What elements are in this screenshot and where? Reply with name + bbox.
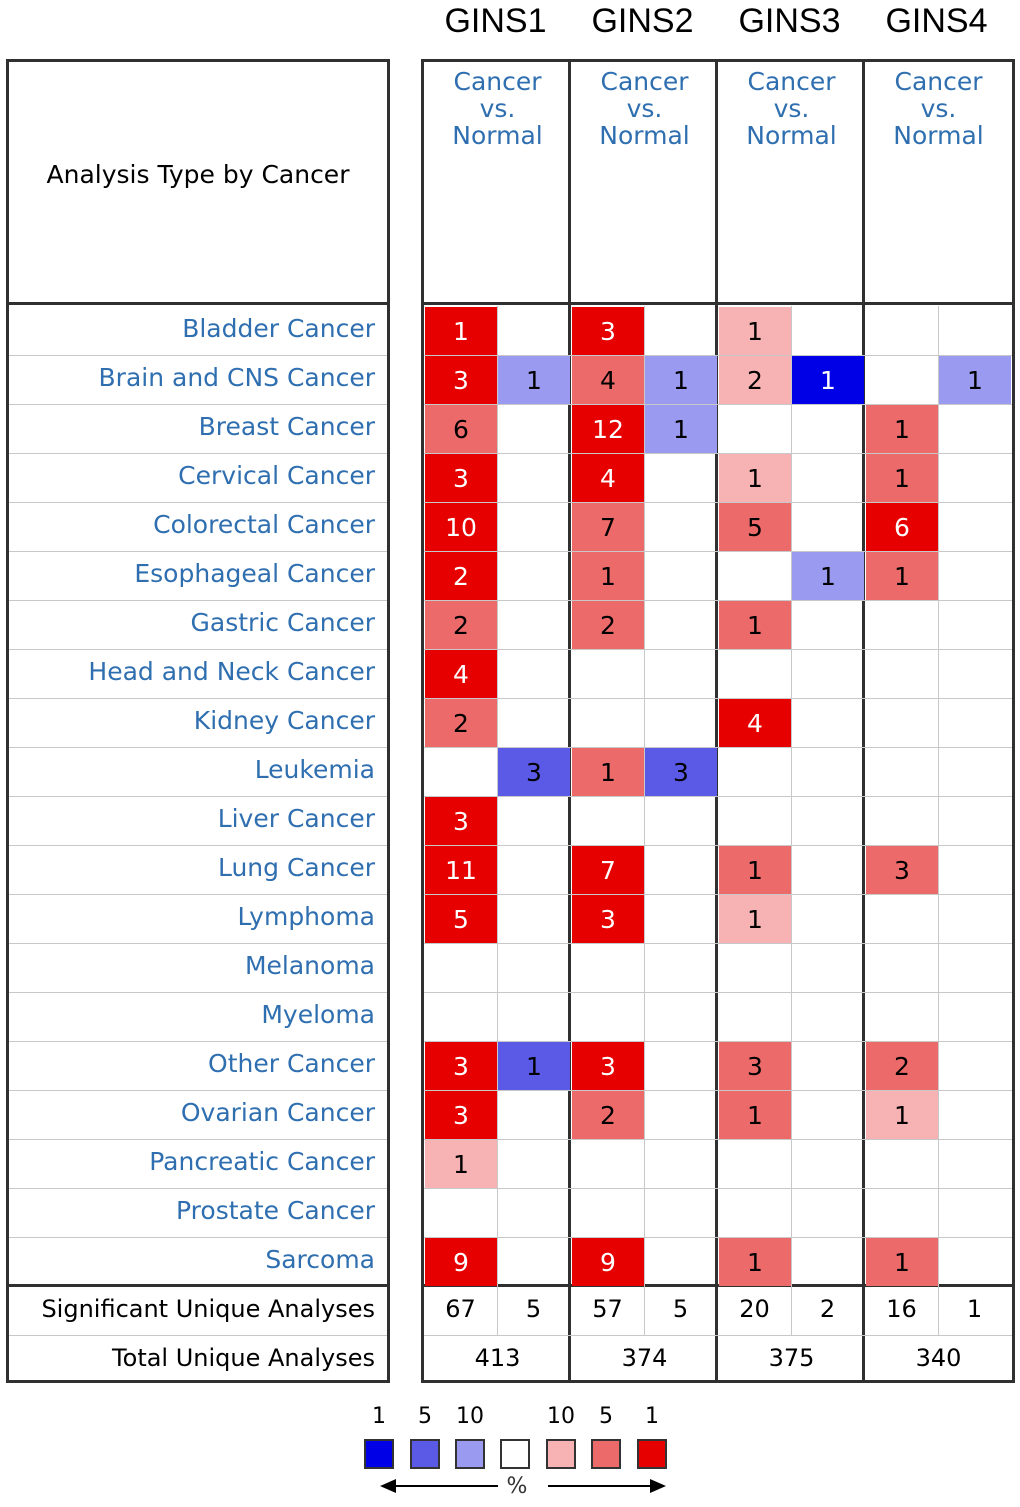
row-label-prostate-cancer: Prostate Cancer: [176, 1196, 375, 1225]
heatmap-cell: 3: [425, 1042, 497, 1090]
column-header-gins2: [571, 68, 718, 149]
total-unique-value: 375: [768, 1344, 815, 1372]
row-gridline-left: [9, 943, 387, 944]
heatmap-cell: 1: [866, 552, 938, 600]
row-gridline-left: [9, 894, 387, 895]
heatmap-cell: 4: [719, 699, 791, 747]
heatmap-cell: 3: [498, 748, 570, 796]
heatmap-cell: 9: [425, 1238, 497, 1286]
row-label-colorectal-cancer: Colorectal Cancer: [153, 510, 375, 539]
row-label-bladder-cancer: Bladder Cancer: [182, 314, 375, 343]
row-gridline-left: [9, 453, 387, 454]
row-label-other-cancer: Other Cancer: [208, 1049, 375, 1078]
column-header-line: Cancer: [894, 67, 983, 96]
row-gridline-left: [9, 992, 387, 993]
legend-swatch: [546, 1439, 576, 1469]
row-gridline-right: [424, 796, 1012, 797]
row-gridline-left: [9, 551, 387, 552]
right-arrow-head: [650, 1479, 666, 1493]
total-unique-value: 413: [474, 1344, 521, 1372]
row-gridline-right: [424, 943, 1012, 944]
column-separator: [862, 59, 865, 1383]
column-header-line: Normal: [452, 121, 543, 150]
heatmap-cell: 4: [572, 356, 644, 404]
summary-gridline-right: [424, 1335, 1012, 1336]
gene-title-gins4: GINS4: [885, 2, 988, 40]
column-header-gins4: [865, 68, 1012, 149]
row-label-head-and-neck-cancer: Head and Neck Cancer: [88, 657, 375, 686]
heatmap-cell: 3: [572, 895, 644, 943]
significant-unique-value: 16: [886, 1295, 917, 1323]
subcolumn-gridline: [644, 306, 645, 1335]
row-label-ovarian-cancer: Ovarian Cancer: [180, 1098, 375, 1127]
heatmap-cell: 2: [719, 356, 791, 404]
row-label-leukemia: Leukemia: [254, 755, 375, 784]
summary-gridline-left: [9, 1335, 387, 1336]
heatmap-cell: 1: [425, 1140, 497, 1188]
heatmap-cell: 1: [572, 552, 644, 600]
legend-label: 1: [372, 1404, 386, 1429]
header-bottom-rule-right: [421, 302, 1015, 305]
total-unique-value: 340: [915, 1344, 962, 1372]
column-header-line: Cancer: [747, 67, 836, 96]
heatmap-cell: 1: [425, 307, 497, 355]
row-label-lymphoma: Lymphoma: [237, 902, 375, 931]
row-header-title: Analysis Type by Cancer: [46, 160, 350, 189]
row-gridline-right: [424, 992, 1012, 993]
heatmap-cell: 1: [572, 748, 644, 796]
column-header-line: vs.: [479, 94, 516, 123]
row-gridline-right: [424, 600, 1012, 601]
subcolumn-gridline: [497, 306, 498, 1335]
row-gridline-left: [9, 649, 387, 650]
heatmap-cell: 1: [719, 1091, 791, 1139]
row-label-melanoma: Melanoma: [244, 951, 375, 980]
heatmap-cell: 4: [425, 650, 497, 698]
column-header-line: Cancer: [453, 67, 542, 96]
summary-label-0: Significant Unique Analyses: [41, 1295, 375, 1323]
total-unique-value: 374: [621, 1344, 668, 1372]
significant-unique-value: 67: [445, 1295, 476, 1323]
heatmap-cell: 1: [719, 1238, 791, 1286]
row-gridline-right: [424, 894, 1012, 895]
heatmap-cell: 6: [866, 503, 938, 551]
heatmap-cell: 1: [719, 601, 791, 649]
column-header-gins3: [718, 68, 865, 149]
column-header-gins1: [424, 68, 571, 149]
gene-title-gins1: GINS1: [444, 2, 547, 40]
legend-swatch: [637, 1439, 667, 1469]
column-header-line: Normal: [893, 121, 984, 150]
gene-title-gins2: GINS2: [591, 2, 694, 40]
heatmap-cell: 2: [425, 552, 497, 600]
significant-unique-value: 57: [592, 1295, 623, 1323]
row-gridline-left: [9, 404, 387, 405]
column-header-line: vs.: [626, 94, 663, 123]
heatmap-cell: 7: [572, 503, 644, 551]
data-panel: [421, 59, 1015, 1383]
heatmap-cell: 1: [792, 356, 864, 404]
row-gridline-left: [9, 1090, 387, 1091]
row-label-liver-cancer: Liver Cancer: [217, 804, 375, 833]
header-bottom-rule-left: [6, 302, 390, 305]
heatmap-cell: 1: [866, 1091, 938, 1139]
heatmap-cell: 2: [425, 601, 497, 649]
heatmap-cell: 3: [425, 356, 497, 404]
column-separator: [568, 59, 571, 1383]
heatmap-cell: 4: [572, 454, 644, 502]
row-label-esophageal-cancer: Esophageal Cancer: [134, 559, 375, 588]
row-gridline-left: [9, 845, 387, 846]
heatmap-cell: 2: [572, 601, 644, 649]
significant-unique-value: 1: [966, 1295, 983, 1323]
row-gridline-right: [424, 698, 1012, 699]
legend-unit: %: [506, 1474, 528, 1499]
heatmap-cell: 1: [866, 405, 938, 453]
heatmap-cell: 9: [572, 1238, 644, 1286]
row-gridline-left: [9, 355, 387, 356]
row-label-sarcoma: Sarcoma: [265, 1245, 375, 1274]
row-gridline-left: [9, 698, 387, 699]
column-separator: [715, 59, 718, 1383]
row-label-brain-and-cns-cancer: Brain and CNS Cancer: [98, 363, 375, 392]
heatmap-cell: 1: [719, 846, 791, 894]
gene-title-gins3: GINS3: [738, 2, 841, 40]
heatmap-cell: 2: [572, 1091, 644, 1139]
significant-unique-value: 20: [739, 1295, 770, 1323]
legend-label: 5: [599, 1404, 613, 1429]
legend-swatch: [410, 1439, 440, 1469]
heatmap-cell: 1: [498, 1042, 570, 1090]
subcolumn-gridline: [791, 306, 792, 1335]
legend-swatch: [364, 1439, 394, 1469]
row-gridline-right: [424, 1188, 1012, 1189]
heatmap-cell: 7: [572, 846, 644, 894]
heatmap-cell: 1: [792, 552, 864, 600]
row-gridline-left: [9, 1188, 387, 1189]
legend-swatch: [500, 1439, 530, 1469]
heatmap-cell: 11: [425, 846, 497, 894]
heatmap-cell: 1: [645, 405, 717, 453]
heatmap-cell: 3: [572, 307, 644, 355]
heatmap-cell: 6: [425, 405, 497, 453]
row-label-breast-cancer: Breast Cancer: [198, 412, 375, 441]
row-gridline-right: [424, 649, 1012, 650]
legend-label: 10: [547, 1404, 575, 1429]
column-header-line: Normal: [599, 121, 690, 150]
legend-label: 5: [418, 1404, 432, 1429]
row-label-kidney-cancer: Kidney Cancer: [193, 706, 375, 735]
left-arrow-head: [380, 1479, 396, 1493]
column-header-line: vs.: [773, 94, 810, 123]
row-gridline-left: [9, 747, 387, 748]
row-label-pancreatic-cancer: Pancreatic Cancer: [149, 1147, 375, 1176]
heatmap-cell: 1: [866, 454, 938, 502]
heatmap-cell: 2: [425, 699, 497, 747]
row-label-myeloma: Myeloma: [261, 1000, 375, 1029]
subcolumn-gridline: [938, 306, 939, 1335]
legend-label: 1: [645, 1404, 659, 1429]
row-label-cervical-cancer: Cervical Cancer: [178, 461, 375, 490]
heatmap-cell: 1: [719, 307, 791, 355]
significant-unique-value: 5: [672, 1295, 689, 1323]
heatmap-cell: 12: [572, 405, 644, 453]
row-gridline-left: [9, 600, 387, 601]
row-gridline-left: [9, 502, 387, 503]
heatmap-cell: 1: [498, 356, 570, 404]
significant-unique-value: 2: [819, 1295, 836, 1323]
summary-top-rule-left: [6, 1284, 390, 1287]
heatmap-cell: 3: [645, 748, 717, 796]
heatmap-cell: 1: [719, 895, 791, 943]
heatmap-cell: 3: [425, 454, 497, 502]
heatmap-cell: 10: [425, 503, 497, 551]
heatmap-cell: 1: [645, 356, 717, 404]
row-gridline-left: [9, 1237, 387, 1238]
heatmap-cell: 2: [866, 1042, 938, 1090]
heatmap-cell: 1: [866, 1238, 938, 1286]
legend-label: 10: [456, 1404, 484, 1429]
heatmap-cell: 3: [425, 1091, 497, 1139]
heatmap-cell: 1: [719, 454, 791, 502]
row-gridline-left: [9, 796, 387, 797]
significant-unique-value: 5: [525, 1295, 542, 1323]
row-label-lung-cancer: Lung Cancer: [217, 853, 375, 882]
heatmap-cell: 3: [719, 1042, 791, 1090]
row-gridline-left: [9, 1041, 387, 1042]
row-gridline-left: [9, 1139, 387, 1140]
row-gridline-right: [424, 1139, 1012, 1140]
summary-label-1: Total Unique Analyses: [112, 1344, 375, 1372]
legend-swatch: [455, 1439, 485, 1469]
heatmap-cell: 3: [425, 797, 497, 845]
heatmap-cell: 5: [719, 503, 791, 551]
legend-swatch: [591, 1439, 621, 1469]
heatmap-cell: 3: [572, 1042, 644, 1090]
column-header-line: Normal: [746, 121, 837, 150]
heatmap-cell: 1: [939, 356, 1011, 404]
heatmap-cell: 5: [425, 895, 497, 943]
row-label-gastric-cancer: Gastric Cancer: [190, 608, 375, 637]
column-header-line: Cancer: [600, 67, 689, 96]
heatmap-cell: 3: [866, 846, 938, 894]
column-header-line: vs.: [920, 94, 957, 123]
